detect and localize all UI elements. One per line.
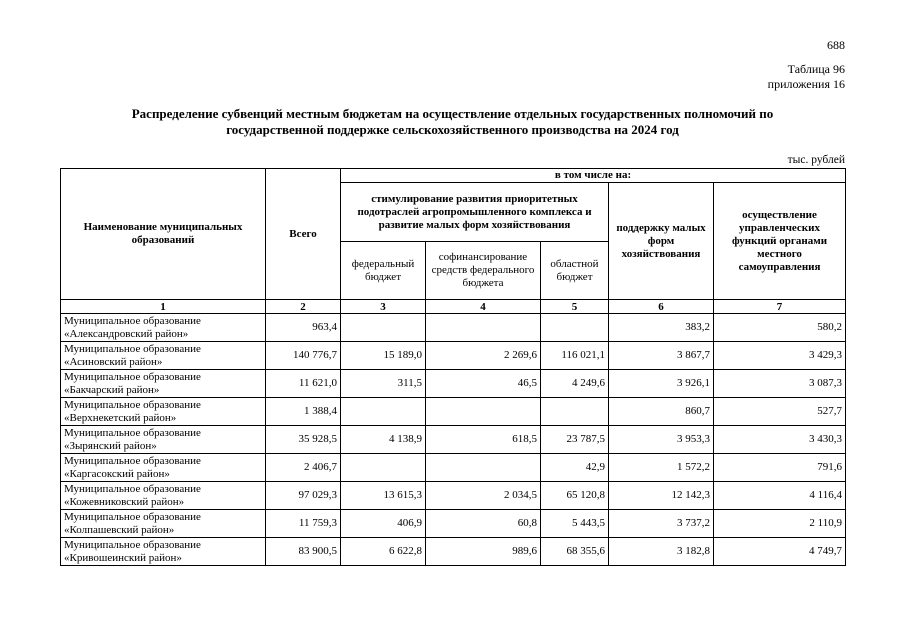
table-row bbox=[61, 510, 846, 538]
table-row bbox=[61, 370, 846, 398]
municipality-name: «Александровский район» bbox=[64, 327, 189, 340]
table-reference bbox=[768, 62, 845, 92]
value-cell-federal: 15 189,0 bbox=[341, 342, 426, 370]
table-row bbox=[61, 482, 846, 510]
value-cell-total: 11 621,0 bbox=[266, 370, 341, 398]
subsidies-table bbox=[60, 168, 846, 566]
value-cell-federal bbox=[341, 398, 426, 426]
municipality-type: Муниципальное образование bbox=[64, 370, 201, 383]
value-cell-cofin: 60,8 bbox=[426, 510, 541, 538]
municipality-name: «Колпашевский район» bbox=[64, 523, 175, 536]
value-cell-cofin: 2 269,6 bbox=[426, 342, 541, 370]
value-cell-gov: 3 429,3 bbox=[714, 342, 846, 370]
value-cell-regional: 68 355,6 bbox=[541, 538, 609, 566]
column-number-row bbox=[61, 300, 846, 314]
page-number: 688 bbox=[827, 38, 845, 52]
municipality-name-cell bbox=[61, 482, 266, 510]
value-cell-regional: 42,9 bbox=[541, 454, 609, 482]
value-cell-total: 140 776,7 bbox=[266, 342, 341, 370]
value-cell-gov: 4 116,4 bbox=[714, 482, 846, 510]
table-number: Таблица 96 bbox=[787, 62, 845, 76]
municipality-name-cell bbox=[61, 454, 266, 482]
value-cell-gov: 3 087,3 bbox=[714, 370, 846, 398]
value-cell-total: 11 759,3 bbox=[266, 510, 341, 538]
value-cell-small: 1 572,2 bbox=[609, 454, 714, 482]
value-cell-small: 3 737,2 bbox=[609, 510, 714, 538]
municipality-name-cell bbox=[61, 342, 266, 370]
title-line-1: Распределение субвенций местным бюджетам на осуществление отдельных государственных полномочий по bbox=[131, 106, 774, 121]
value-cell-cofin bbox=[426, 454, 541, 482]
value-cell-gov: 3 430,3 bbox=[714, 426, 846, 454]
value-cell-gov: 527,7 bbox=[714, 398, 846, 426]
value-cell-small: 860,7 bbox=[609, 398, 714, 426]
value-cell-total: 1 388,4 bbox=[266, 398, 341, 426]
municipality-name: «Кожевниковский район» bbox=[64, 495, 185, 508]
value-cell-federal bbox=[341, 454, 426, 482]
municipality-name: «Асиновский район» bbox=[64, 355, 163, 368]
municipality-type: Муниципальное образование bbox=[64, 314, 201, 327]
municipality-name: «Верхнекетский район» bbox=[64, 411, 177, 424]
value-cell-cofin: 2 034,5 bbox=[426, 482, 541, 510]
value-cell-federal: 406,9 bbox=[341, 510, 426, 538]
header-name: Наименование муниципальных образований bbox=[61, 169, 266, 300]
value-cell-small: 3 953,3 bbox=[609, 426, 714, 454]
header-total: Всего bbox=[266, 169, 341, 300]
value-cell-small: 3 182,8 bbox=[609, 538, 714, 566]
header-cofinancing: софинансирование средств федерального бюджета bbox=[426, 242, 541, 300]
municipality-type: Муниципальное образование bbox=[64, 426, 201, 439]
value-cell-federal: 13 615,3 bbox=[341, 482, 426, 510]
column-number: 7 bbox=[714, 300, 846, 314]
value-cell-regional: 5 443,5 bbox=[541, 510, 609, 538]
value-cell-regional bbox=[541, 314, 609, 342]
header-stimulus: стимулирование развития приоритетных подотраслей агропромышленного комплекса и развитие малых форм хозяйствования bbox=[341, 183, 609, 242]
value-cell-total: 83 900,5 bbox=[266, 538, 341, 566]
header-federal: федеральный бюджет bbox=[341, 242, 426, 300]
municipality-type: Муниципальное образование bbox=[64, 482, 201, 495]
municipality-type: Муниципальное образование bbox=[64, 342, 201, 355]
value-cell-gov: 580,2 bbox=[714, 314, 846, 342]
value-cell-total: 2 406,7 bbox=[266, 454, 341, 482]
value-cell-total: 97 029,3 bbox=[266, 482, 341, 510]
header-small-forms: поддержку малых форм хозяйствования bbox=[609, 183, 714, 300]
municipality-name-cell bbox=[61, 314, 266, 342]
value-cell-federal bbox=[341, 314, 426, 342]
value-cell-regional: 4 249,6 bbox=[541, 370, 609, 398]
column-number: 4 bbox=[426, 300, 541, 314]
header-regional: областной бюджет bbox=[541, 242, 609, 300]
value-cell-regional: 65 120,8 bbox=[541, 482, 609, 510]
table-row bbox=[61, 538, 846, 566]
table-row bbox=[61, 342, 846, 370]
municipality-name-cell bbox=[61, 426, 266, 454]
table-row bbox=[61, 398, 846, 426]
value-cell-cofin: 989,6 bbox=[426, 538, 541, 566]
value-cell-cofin bbox=[426, 398, 541, 426]
value-cell-federal: 311,5 bbox=[341, 370, 426, 398]
value-cell-cofin bbox=[426, 314, 541, 342]
value-cell-regional: 23 787,5 bbox=[541, 426, 609, 454]
value-cell-total: 35 928,5 bbox=[266, 426, 341, 454]
municipality-name: «Зырянский район» bbox=[64, 439, 157, 452]
municipality-type: Муниципальное образование bbox=[64, 454, 201, 467]
value-cell-regional bbox=[541, 398, 609, 426]
municipality-type: Муниципальное образование bbox=[64, 398, 201, 411]
municipality-name-cell bbox=[61, 510, 266, 538]
value-cell-cofin: 618,5 bbox=[426, 426, 541, 454]
municipality-name-cell bbox=[61, 398, 266, 426]
column-number: 5 bbox=[541, 300, 609, 314]
table-row bbox=[61, 426, 846, 454]
value-cell-gov: 4 749,7 bbox=[714, 538, 846, 566]
title-line-2: государственной поддержке сельскохозяйственного производства на 2024 год bbox=[226, 122, 679, 137]
municipality-type: Муниципальное образование bbox=[64, 510, 201, 523]
header-including: в том числе на: bbox=[341, 169, 846, 183]
units-label: тыс. рублей bbox=[787, 154, 845, 166]
municipality-name: «Бакчарский район» bbox=[64, 383, 160, 396]
value-cell-federal: 4 138,9 bbox=[341, 426, 426, 454]
municipality-name: «Каргасокский район» bbox=[64, 467, 170, 480]
value-cell-small: 3 926,1 bbox=[609, 370, 714, 398]
column-number: 3 bbox=[341, 300, 426, 314]
value-cell-small: 383,2 bbox=[609, 314, 714, 342]
value-cell-cofin: 46,5 bbox=[426, 370, 541, 398]
municipality-name: «Кривошеинский район» bbox=[64, 551, 182, 564]
value-cell-total: 963,4 bbox=[266, 314, 341, 342]
header-row-1 bbox=[61, 169, 846, 183]
column-number: 2 bbox=[266, 300, 341, 314]
value-cell-small: 3 867,7 bbox=[609, 342, 714, 370]
header-governance: осуществление управленческих функций органами местного самоуправления bbox=[714, 183, 846, 300]
municipality-type: Муниципальное образование bbox=[64, 538, 201, 551]
column-number: 6 bbox=[609, 300, 714, 314]
table-row bbox=[61, 314, 846, 342]
value-cell-small: 12 142,3 bbox=[609, 482, 714, 510]
document-title bbox=[60, 106, 845, 138]
municipality-name-cell bbox=[61, 538, 266, 566]
value-cell-gov: 791,6 bbox=[714, 454, 846, 482]
appendix-number: приложения 16 bbox=[767, 77, 845, 91]
value-cell-regional: 116 021,1 bbox=[541, 342, 609, 370]
value-cell-federal: 6 622,8 bbox=[341, 538, 426, 566]
table-body bbox=[61, 314, 846, 566]
table-row bbox=[61, 454, 846, 482]
column-number: 1 bbox=[61, 300, 266, 314]
municipality-name-cell bbox=[61, 370, 266, 398]
value-cell-gov: 2 110,9 bbox=[714, 510, 846, 538]
